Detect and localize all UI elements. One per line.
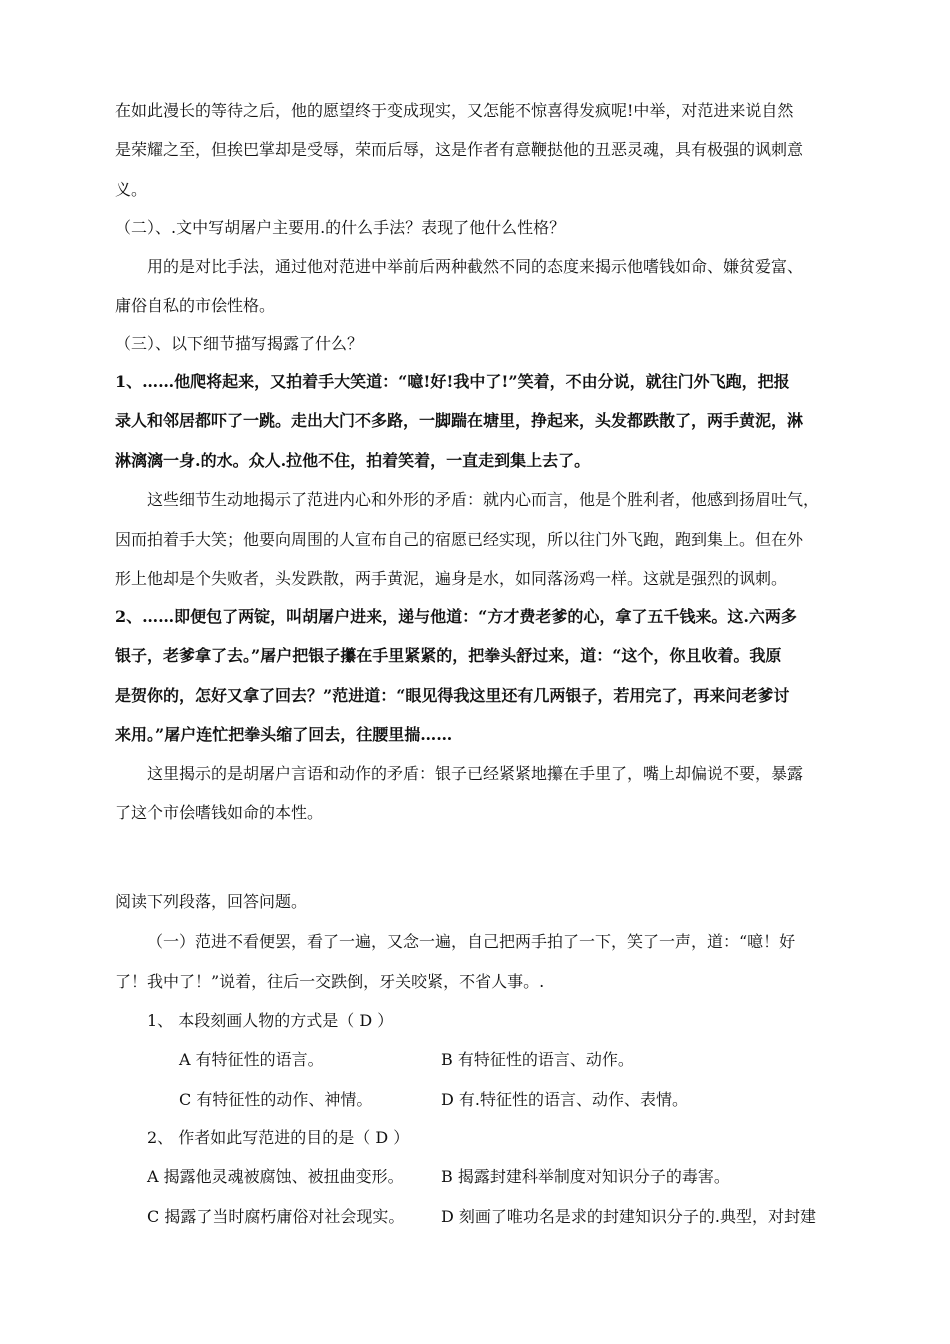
quote-line: 录人和邻居都吓了一跳。走出大门不多路，一脚踹在塘里，挣起来，头发都跌散了，两手黄泥，淋 [115, 411, 804, 430]
mc1-option-a: A 有特征性的语言。 [179, 1050, 324, 1069]
paragraph-line: 是荣耀之至，但挨巴掌却是受辱，荣而后辱，这是作者有意鞭挞他的丑恶灵魂，具有极强的讽刺意 [115, 140, 804, 159]
mc1-option-c: C 有特征性的动作、神情。 [179, 1090, 373, 1109]
quote-line: 2、……即便包了两锭，叫胡屠户进来，递与他道：“方才费老爹的心，拿了五千钱来。这.六两多 [115, 607, 797, 626]
answer-line: 用的是对比手法，通过他对范进中举前后两种截然不同的态度来揭示他嗜钱如命、嫌贫爱富、 [147, 257, 804, 276]
passage-line: 了！我中了！”说着，往后一交跌倒，牙关咬紧，不省人事。. [115, 972, 545, 991]
mc2-option-c: C 揭露了当时腐朽庸俗对社会现实。 [147, 1207, 405, 1226]
mc2-option-d: D 刻画了唯功名是求的封建知识分子的.典型，对封建 [441, 1207, 817, 1226]
mc-question-1: 1、 本段刻画人物的方式是（ D ） [147, 1011, 394, 1030]
quote-line: 淋漓漓一身.的水。众人.拉他不住，拍着笑着，一直走到集上去了。 [115, 451, 591, 470]
quote-line: 1、……他爬将起来，又拍着手大笑道：“噫!好!我中了!”笑着，不由分说，就往门外飞跑，把报 [115, 372, 790, 391]
reading-intro: 阅读下列段落，回答问题。 [115, 892, 308, 911]
quote-line: 银子，老爹拿了去。”屠户把银子攥在手里紧紧的，把拳头舒过来，道：“这个，你且收着。我原 [115, 646, 782, 665]
question-heading: （三）、以下细节描写揭露了什么？ [115, 334, 364, 353]
quote-line: 是贺你的，怎好又拿了回去？”范进道：“眼见得我这里还有几两银子，若用完了，再来问老爹讨 [115, 686, 790, 705]
mc-question-2: 2、 作者如此写范进的目的是（ D ） [147, 1128, 410, 1147]
answer-line: 因而拍着手大笑；他要向周围的人宣布自己的宿愿已经实现，所以往门外飞跑，跑到集上。但在外 [115, 530, 804, 549]
answer-line: 庸俗自私的市侩性格。 [115, 296, 276, 315]
answer-line: 这些细节生动地揭示了范进内心和外形的矛盾：就内心而言，他是个胜利者，他感到扬眉吐气， [147, 490, 820, 509]
mc1-option-d: D 有.特征性的语言、动作、表情。 [441, 1090, 689, 1109]
answer-line: 形上他却是个失败者，头发跌散，两手黄泥，遍身是水，如同落汤鸡一样。这就是强烈的讽刺。 [115, 569, 788, 588]
answer-line: 了这个市侩嗜钱如命的本性。 [115, 803, 324, 822]
question-heading: （二）、.文中写胡屠户主要用.的什么手法？表现了他什么性格？ [115, 218, 566, 237]
paragraph-line: 义。 [115, 180, 148, 199]
mc2-option-a: A 揭露他灵魂被腐蚀、被扭曲变形。 [147, 1167, 404, 1186]
paragraph-line: 在如此漫长的等待之后，他的愿望终于变成现实，又怎能不惊喜得发疯呢!中举，对范进来说自然 [115, 101, 794, 120]
passage-line: （一）范进不看便罢，看了一遍，又念一遍，自己把两手拍了一下，笑了一声，道：“噫！好 [147, 932, 796, 951]
quote-line: 来用。”屠户连忙把拳头缩了回去，往腰里揣…… [115, 725, 453, 744]
answer-line: 这里揭示的是胡屠户言语和动作的矛盾：银子已经紧紧地攥在手里了，嘴上却偏说不要，暴露 [147, 764, 804, 783]
mc1-option-b: B 有特征性的语言、动作。 [441, 1050, 634, 1069]
mc2-option-b: B 揭露封建科举制度对知识分子的毒害。 [441, 1167, 730, 1186]
